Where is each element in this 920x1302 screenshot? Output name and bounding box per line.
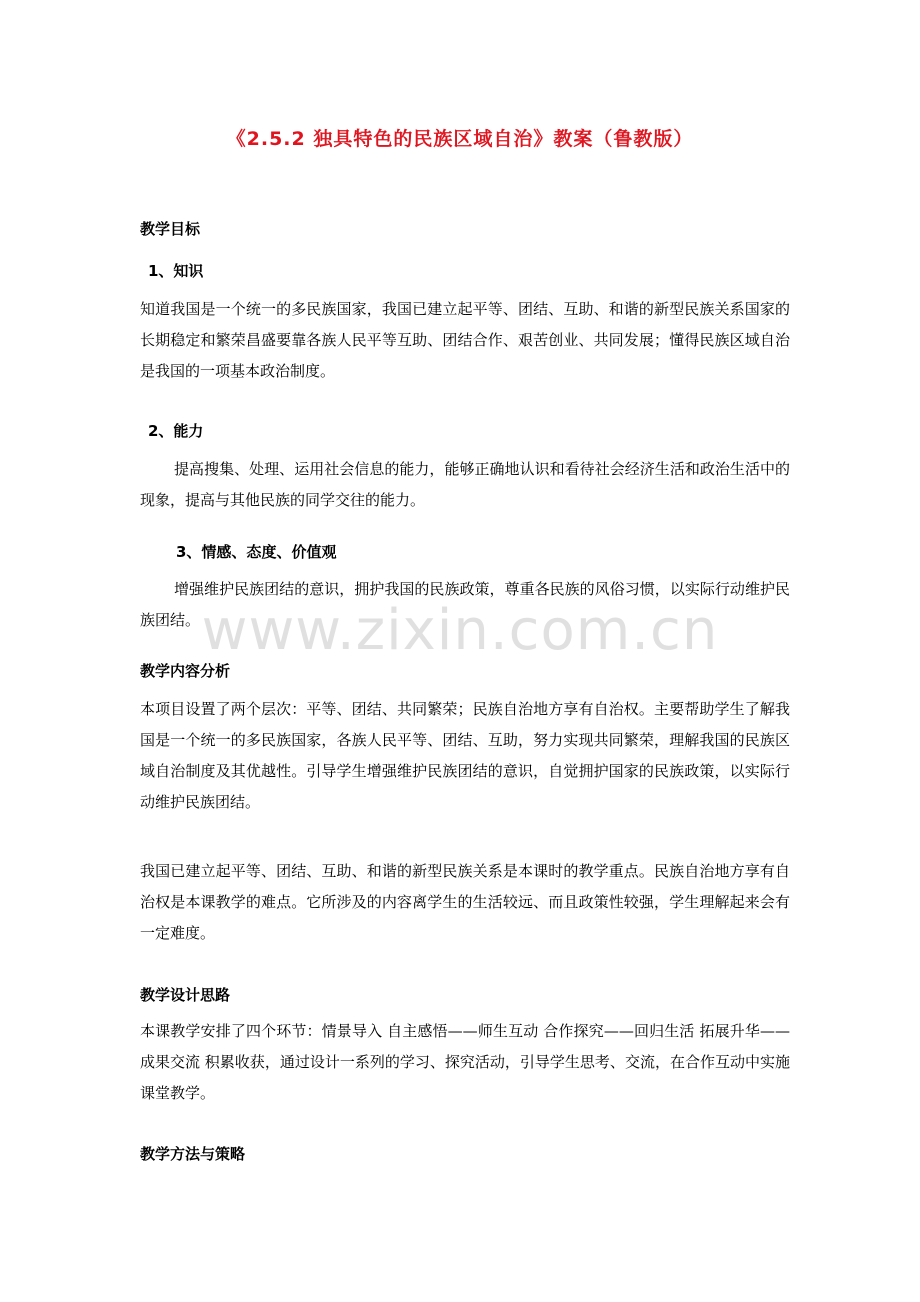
content-heading: 教学内容分析 (140, 662, 231, 680)
ability-text: 提高搜集、处理、运用社会信息的能力，能够正确地认识和看待社会经济生活和政治生活中的现象，提高与其他民族的同学交往的能力。 (140, 460, 790, 509)
knowledge-heading: 1、知识 (148, 262, 204, 280)
objectives-heading: 教学目标 (140, 220, 201, 238)
watermark: www.zixin.com.cn (201, 598, 719, 663)
emotion-text: 增强维护民族团结的意识，拥护我国的民族政策，尊重各民族的风俗习惯，以实际行动维护民族团结。 (140, 580, 790, 629)
content-text-1: 本项目设置了两个层次：平等、团结、共同繁荣；民族自治地方享有自治权。主要帮助学生了解我国是一个统一的多民族国家，各族人民平等、团结、互助，努力实现共同繁荣，理解我国的民族区域自治制度及其优越性。引导学生增强维护民族团结的意识，自觉拥护国家的民族政策，以实际行动维护民族团结。 (140, 700, 790, 811)
knowledge-text: 知道我国是一个统一的多民族国家，我国已建立起平等、团结、互助、和谐的新型民族关系国家的长期稳定和繁荣昌盛要靠各族人民平等互助、团结合作、艰苦创业、共同发展；懂得民族区域自治是我国的一项基本政治制度。 (140, 300, 790, 380)
design-text: 本课教学安排了四个环节：情景导入 自主感悟——师生互动 合作探究——回归生活 拓展升华——成果交流 积累收获，通过设计一系列的学习、探究活动，引导学生思考、交流，在合作互动中实施课堂教学。 (140, 1022, 790, 1102)
ability-heading: 2、能力 (148, 422, 204, 440)
method-heading: 教学方法与策略 (140, 1145, 246, 1163)
content-text-2: 我国已建立起平等、团结、互助、和谐的新型民族关系是本课时的教学重点。民族自治地方享有自治权是本课教学的难点。它所涉及的内容离学生的生活较远、而且政策性较强，学生理解起来会有一定难度。 (140, 862, 790, 942)
emotion-heading: 3、情感、态度、价值观 (176, 543, 337, 561)
design-heading: 教学设计思路 (140, 986, 231, 1004)
document-title: 《2.5.2 独具特色的民族区域自治》教案（鲁教版） (226, 128, 694, 150)
